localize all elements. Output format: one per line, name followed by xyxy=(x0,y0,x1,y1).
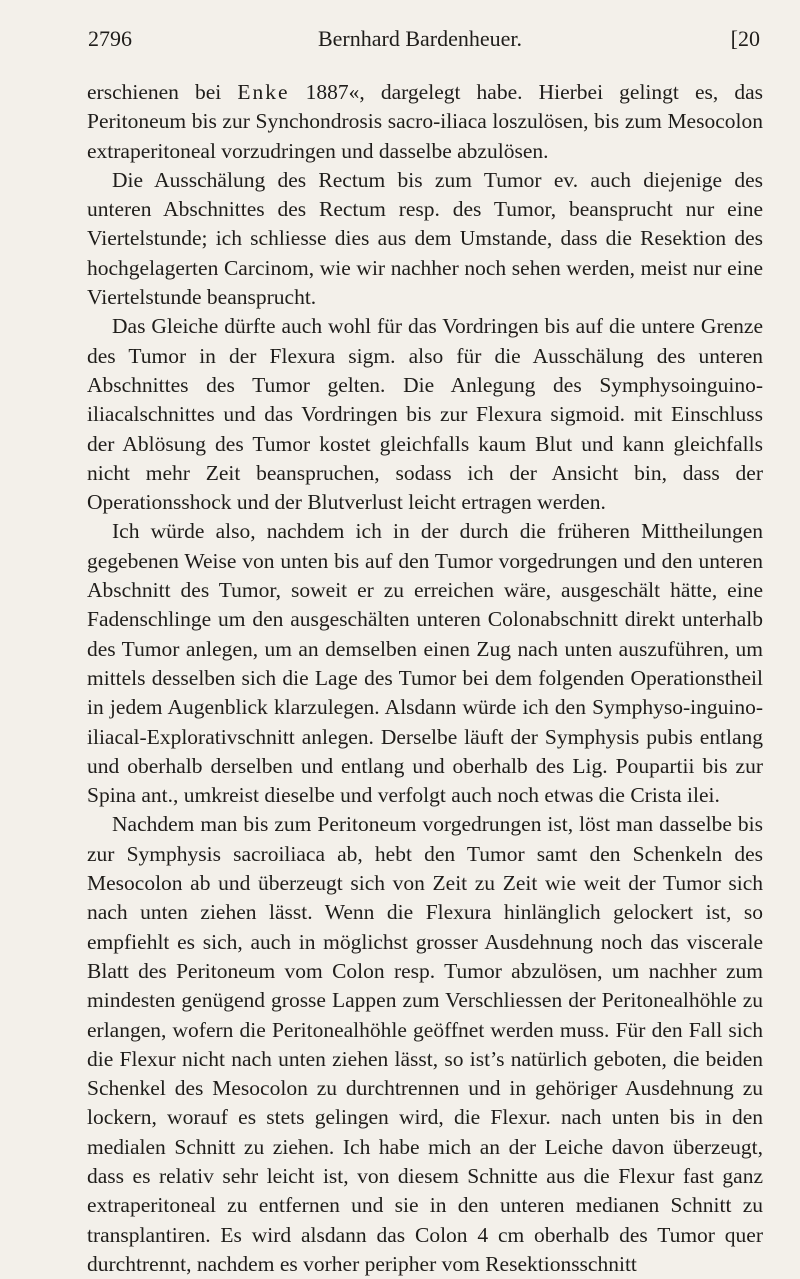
body-text xyxy=(87,78,763,1279)
section-number: [20 xyxy=(730,26,760,51)
paragraph-1 xyxy=(87,78,763,166)
paragraph-2: Die Ausschälung des Rectum bis zum Tumor ev. auch diejenige des unteren Abschnittes des Rectum resp. des Tumor, beansprucht nur eine Viertelstunde; ich schliesse dies aus dem Umstande, dass die Resektion des hochgelagerten Carcinom, wie wir nachher noch sehen werden, meist nur eine Viertelstunde beansprucht. xyxy=(87,167,763,310)
page-header xyxy=(80,26,760,66)
paragraph-4: Ich würde also, nachdem ich in der durch die früheren Mittheilungen gegebenen Weise von unten bis auf den Tumor vorgedrungen und den unteren Abschnitt des Tumor, soweit er zu erreichen wäre, ausgeschält hätte, eine Fadenschlinge um den ausgeschälten unteren Colonabschnitt direkt unterhalb des Tumor anlegen, um an demselben einen Zug nach unten auszuführen, um mittels desselben sich die Lage des Tumor bei dem folgenden Operationstheil in jedem Augenblick klarzulegen. Alsdann würde ich den Symphyso-inguino-iliacal-Explorativschnitt anlegen. Derselbe läuft der Symphysis pubis entlang und oberhalb derselben und entlang und oberhalb des Lig. Poupartii bis zur Spina ant., umkreist dieselbe und verfolgt auch noch etwas die Crista ilei. xyxy=(87,519,763,808)
page-number: 2796 xyxy=(88,26,132,51)
running-title: Bernhard Bardenheuer. xyxy=(317,26,523,51)
paragraph-3: Das Gleiche dürfte auch wohl für das Vordringen bis auf die untere Grenze des Tumor in der Flexura sigm. also für die Ausschälung des unteren Abschnittes des Tumor gelten. Die Anlegung des Symphysoinguino-iliacalschnittes und das Vordringen bis zur Flexura sigmoid. mit Einschluss der Ablösung des Tumor kostet gleichfalls kaum Blut und kann gleichfalls nicht mehr Zeit beanspruchen, sodass ich der Ansicht bin, dass der Operationsshock und der Blutverlust leicht ertragen werden. xyxy=(87,314,763,515)
paragraph-5: Nachdem man bis zum Peritoneum vorgedrungen ist, löst man dasselbe bis zur Symphysis sacroiliaca ab, hebt den Tumor samt den Schenkeln des Mesocolon ab und überzeugt sich von Zeit zu Zeit wie weit der Tumor sich nach unten ziehen lässt. Wenn die Flexura hinlänglich gelockert ist, so empfiehlt es sich, auch in möglichst grosser Ausdehnung noch das viscerale Blatt des Peritoneum vom Colon resp. Tumor abzulösen, um nachher zum mindesten genügend grosse Lappen zum Verschliessen der Peritonealhöhle zu erlangen, wofern die Peritonealhöhle geöffnet werden muss. Für den Fall sich die Flexur nicht nach unten ziehen lässt, so ist’s natürlich geboten, die beiden Schenkel des Mesocolon zu durchtrennen und in gehöriger Ausdehnung zu lockern, worauf es stets gelingen wird, die Flexur. nach unten bis in den medialen Schnitt zu ziehen. Ich habe mich an der Leiche davon überzeugt, dass es relativ sehr leicht ist, von diesem Schnitte aus die Flexur fast ganz extraperitoneal zu entfernen und sie in den unteren medianen Schnitt zu transplantiren. Es wird alsdann das Colon 4 cm oberhalb des Tumor quer durchtrennt, nachdem es vorher peripher vom Resektionsschnitt xyxy=(87,812,763,1276)
paragraph-1-post: 1887«, dargelegt habe. Hierbei gelingt es, das Peritoneum bis zur Synchondrosis sacro-iliaca loszulösen, bis zum Mesocolon extraperitoneal vorzudringen und dasselbe abzulösen. xyxy=(87,80,764,163)
paragraph-1-pre: erschienen bei xyxy=(87,80,238,104)
publisher-name: Enke xyxy=(237,80,290,104)
